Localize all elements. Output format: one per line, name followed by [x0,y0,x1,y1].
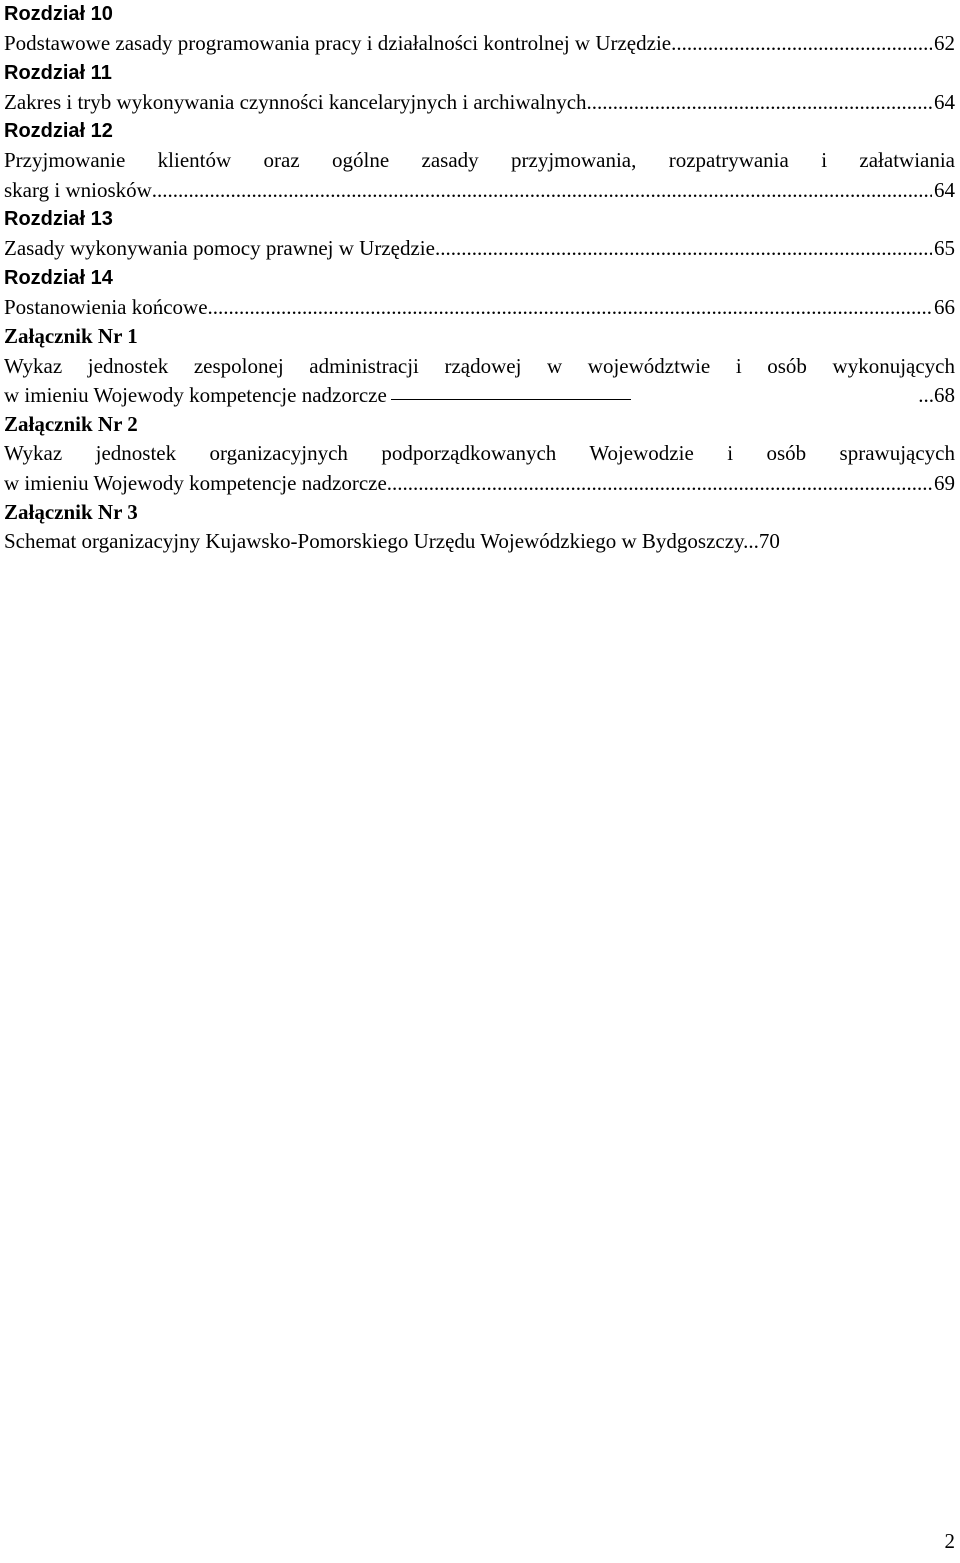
toc-leader-dots [671,29,932,58]
toc-page-number: ...68 [918,382,955,407]
toc-entry-rozdzial-12-line2[interactable] [4,176,955,205]
toc-leader-line [391,398,631,400]
toc-page-number: 62 [934,31,955,56]
toc-heading-rozdzial-11: Rozdział 11 [4,61,112,84]
toc-leader-dots [208,293,932,322]
toc-page-number: 69 [934,470,955,495]
toc-entry-title: skarg i wniosków [4,177,152,202]
toc-page-number: 65 [934,236,955,261]
toc-page-number: 64 [934,89,955,114]
toc-heading-rozdzial-12: Rozdział 12 [4,120,113,143]
toc-entry-rozdzial-10[interactable] [4,29,955,58]
toc-leader-dots [587,88,932,117]
toc-heading-zalacznik-1: Załącznik Nr 1 [4,324,138,349]
toc-entry-title: Postanowienia końcowe [4,294,208,319]
toc-entry-title: w imieniu Wojewody kompetencje nadzorcze [4,470,387,495]
toc-entry-zalacznik-3[interactable]: Schemat organizacyjny Kujawsko-Pomorskiego Urzędu Wojewódzkiego w Bydgoszczy...70 [4,529,780,554]
toc-entry-title: Zasady wykonywania pomocy prawnej w Urzędzie [4,236,435,261]
page-number: 2 [944,1529,955,1553]
toc-entry-zalacznik-1-line2[interactable] [4,381,955,410]
toc-page-number: 64 [934,177,955,202]
toc-entry-rozdzial-11[interactable] [4,88,955,117]
toc-entry-zalacznik-2-line1[interactable]: Wykaz jednostek organizacyjnych podporządkowanych Wojewodzie i osób sprawujących [4,441,955,466]
toc-heading-rozdzial-14: Rozdział 14 [4,266,113,289]
toc-leader-dots [387,469,932,498]
toc-page-number: 66 [934,294,955,319]
toc-entry-zalacznik-1-line1[interactable]: Wykaz jednostek zespolonej administracji rządowej w województwie i osób wykonujących [4,353,955,378]
toc-entry-title: Zakres i tryb wykonywania czynności kancelaryjnych i archiwalnych [4,89,587,114]
toc-heading-zalacznik-3: Załącznik Nr 3 [4,500,138,525]
toc-heading-zalacznik-2: Załącznik Nr 2 [4,412,138,437]
toc-leader-dots [152,176,932,205]
toc-entry-rozdzial-14[interactable] [4,293,955,322]
table-of-contents [4,0,955,557]
toc-entry-rozdzial-13[interactable] [4,234,955,263]
toc-entry-rozdzial-12-line1[interactable]: Przyjmowanie klientów oraz ogólne zasady przyjmowania, rozpatrywania i załatwiania [4,148,955,173]
toc-heading-rozdzial-13: Rozdział 13 [4,208,113,231]
toc-leader-dots [435,234,932,263]
toc-entry-zalacznik-2-line2[interactable] [4,469,955,498]
toc-entry-title: w imieniu Wojewody kompetencje nadzorcze [4,382,387,407]
toc-entry-title: Podstawowe zasady programowania pracy i działalności kontrolnej w Urzędzie [4,31,672,56]
toc-heading-rozdzial-10: Rozdział 10 [4,3,113,25]
